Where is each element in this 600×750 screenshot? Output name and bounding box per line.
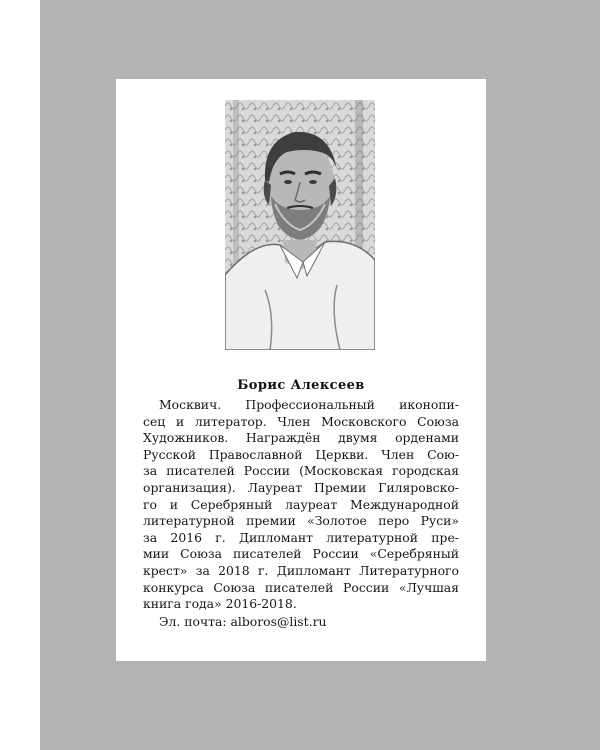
author-bio [143, 397, 459, 613]
bio-line: Русской Православной Церкви. Член Сою- [143, 446, 459, 462]
author-name: Борис Алексеев [237, 378, 365, 393]
book-page [116, 79, 486, 661]
bio-line: мии Союза писателей России «Серебряный [143, 546, 459, 562]
author-portrait-icon [225, 100, 375, 350]
bio-line: конкурса Союза писателей России «Лучшая [143, 579, 459, 595]
author-email: Эл. почта: alboros@list.ru [159, 614, 327, 629]
bio-line: крест» за 2018 г. Дипломант Литературного [143, 562, 459, 578]
bio-line: го и Серебряный лауреат Международной [143, 496, 459, 512]
bio-line: за писателей России (Московская городская [143, 463, 459, 479]
bio-line: сец и литератор. Член Московского Союза [143, 413, 459, 429]
bio-line: книга года» 2016-2018. [143, 596, 297, 612]
bio-line: Москвич. Профессиональный иконопи- [159, 397, 459, 412]
bio-line: за 2016 г. Дипломант литературной пре- [143, 529, 459, 545]
bio-line: литературной премии «Золотое перо Руси» [143, 513, 459, 529]
bio-line: организация). Лауреат Премии Гиляровско- [143, 479, 459, 495]
bio-line: Художников. Награждён двумя орденами [143, 430, 459, 446]
